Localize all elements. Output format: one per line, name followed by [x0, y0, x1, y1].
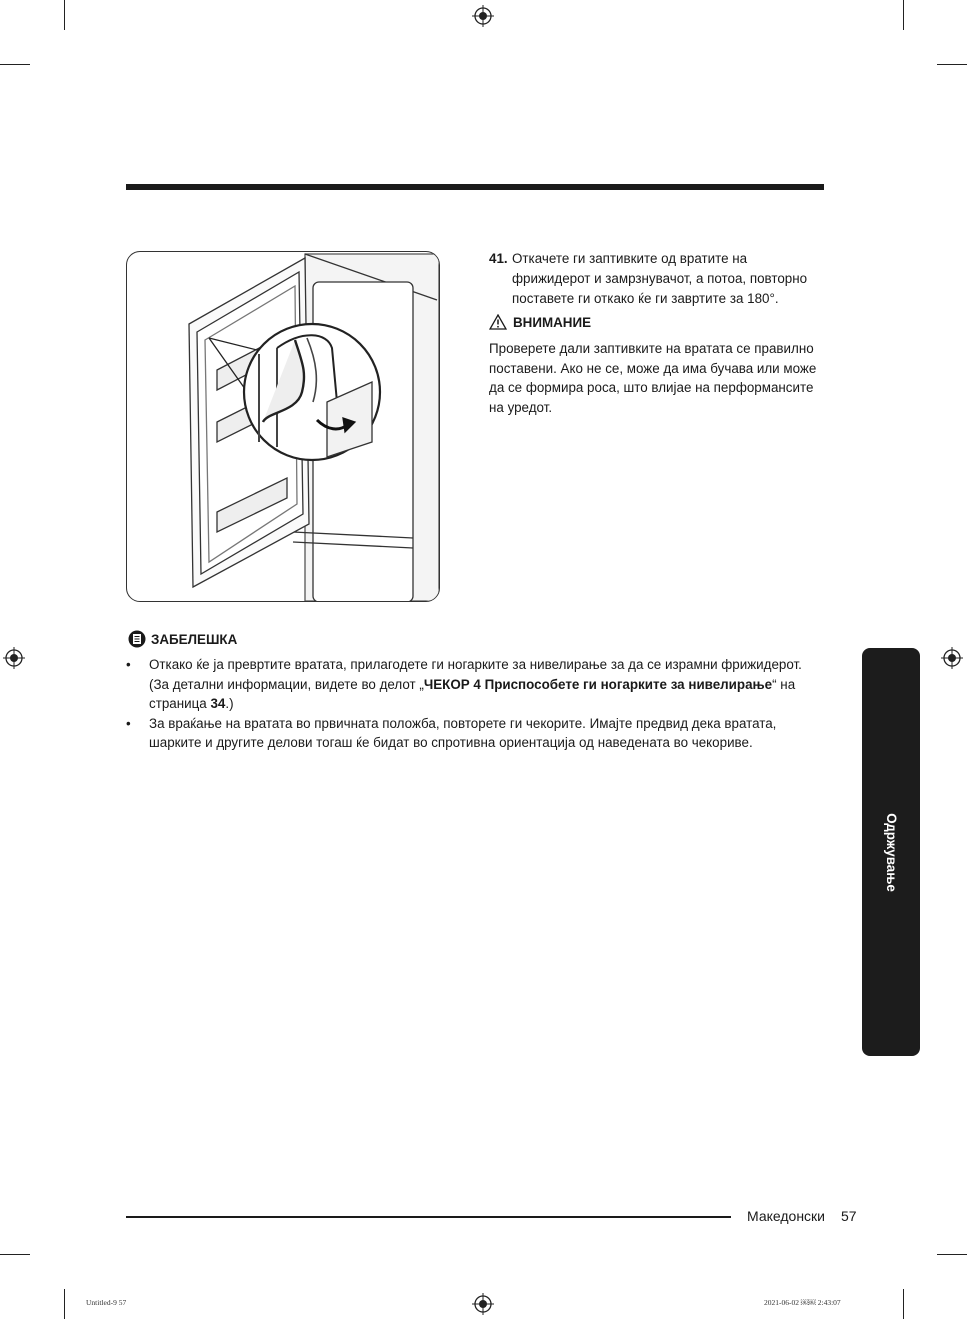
registration-mark-icon [3, 647, 25, 669]
crop-mark [0, 64, 30, 65]
section-tab-label: Одржување [883, 812, 899, 892]
footer-rule [126, 1216, 731, 1218]
caution-heading [489, 314, 591, 330]
header-rule [126, 184, 824, 190]
note-bullet1-line2-suffix: “ на [772, 676, 796, 692]
registration-mark-icon [941, 647, 963, 669]
note-list [126, 655, 826, 753]
bullet-char: • [126, 657, 131, 672]
crop-mark [937, 64, 967, 65]
note-bullet1-line3-prefix: страница [149, 696, 211, 711]
door-gasket-illustration [126, 251, 440, 602]
page-reference: 34 [210, 696, 226, 711]
section-reference: ЧЕКОР 4 Приспособете ги ногарките за нивелирање [423, 676, 773, 692]
crop-mark [903, 1289, 904, 1319]
note-bullet1-line3-suffix: .) [225, 696, 234, 711]
crop-mark [64, 0, 65, 30]
fridge-door-drawing [127, 252, 439, 601]
caution-title: ВНИМАНИЕ [513, 314, 592, 330]
imprint-left: Untitled-9 57 [86, 1298, 127, 1307]
step-text: Откачете ги заптивките од вратите на фрижидерот и замрзнувачот, а потоа, повторно поставете ги откако ќе ги завртите за 180°. [512, 251, 808, 306]
list-item [126, 714, 826, 753]
page-number: 57 [841, 1208, 857, 1224]
registration-mark-icon [472, 5, 494, 27]
note-bullet1-line2-prefix: (За детални информации, видете во делот „ [149, 676, 424, 692]
crop-mark [937, 1254, 967, 1255]
list-item [126, 655, 826, 714]
footer-language: Македонски [747, 1208, 825, 1224]
crop-mark [0, 1254, 30, 1255]
caution-text: Проверете дали заптивките на вратата се правилно поставени. Ако не се, може да има бучава или може да се формира роса, што влијае на перформансите на уредот. [489, 341, 817, 415]
note-bullet1-line1: Откако ќе ја превртите вратата, прилагодете ги ногарките за нивелирање за да се израмни фрижидерот. [149, 657, 802, 672]
note-bullet2-text: За враќање на вратата во првичната положба, повторете ги чекорите. Имајте предвид дека вратата, шарките и другите делови тогаш ќе бидат во спротивна ориентација од наведената во чекориве. [149, 715, 777, 750]
imprint-right: 2021-06-02 ￼￼ 2:43:07 [764, 1298, 841, 1307]
crop-mark [903, 0, 904, 30]
step-number: 41. [489, 251, 508, 266]
warning-triangle-icon [489, 314, 507, 330]
section-tab-label-wrap [862, 648, 920, 1056]
note-heading [128, 630, 237, 648]
note-icon [128, 630, 146, 648]
step-41 [489, 249, 819, 309]
note-title: ЗАБЕЛЕШКА [151, 631, 238, 647]
bullet-char: • [126, 715, 131, 731]
crop-mark [64, 1289, 65, 1319]
registration-mark-icon [472, 1293, 494, 1315]
